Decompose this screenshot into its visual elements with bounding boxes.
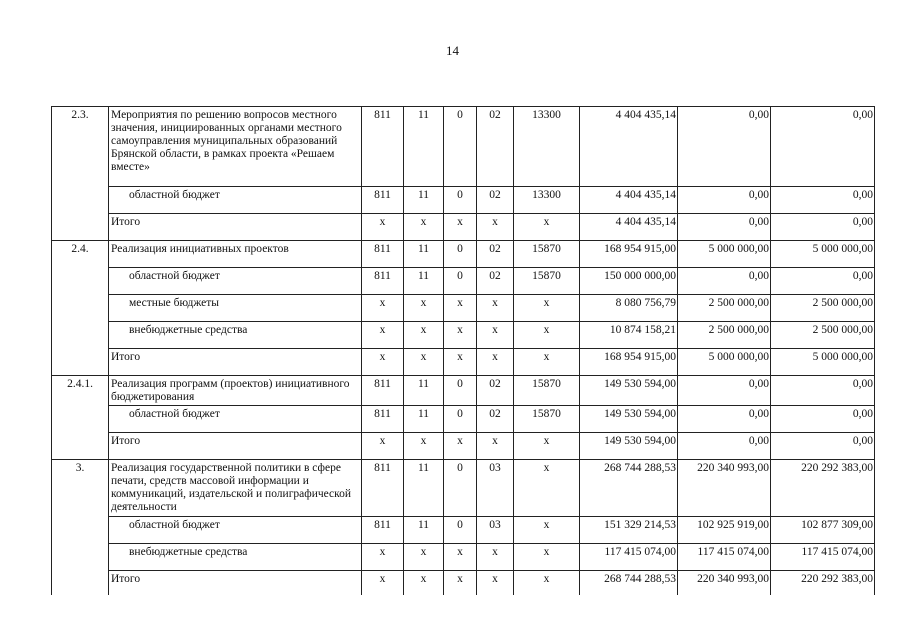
- row-name-cell: областной бюджет: [109, 517, 362, 544]
- code-cell: 0: [444, 107, 477, 187]
- code-cell: x: [477, 322, 514, 349]
- table-row: [52, 322, 875, 349]
- row-number-cell: [52, 295, 109, 322]
- amount-cell: 220 292 383,00: [771, 460, 875, 517]
- row-name-cell: Итого: [109, 433, 362, 460]
- amount-cell: 117 415 074,00: [580, 544, 678, 571]
- code-cell: x: [444, 322, 477, 349]
- amount-cell: 102 925 919,00: [678, 517, 771, 544]
- code-cell: x: [404, 322, 444, 349]
- row-number-cell: 2.3.: [52, 107, 109, 187]
- amount-cell: 168 954 915,00: [580, 241, 678, 268]
- amount-cell: 0,00: [678, 187, 771, 214]
- amount-cell: 220 340 993,00: [678, 571, 771, 595]
- code-cell: 15870: [514, 241, 580, 268]
- code-cell: x: [362, 544, 404, 571]
- code-cell: x: [514, 295, 580, 322]
- code-cell: 02: [477, 268, 514, 295]
- code-cell: 0: [444, 187, 477, 214]
- code-cell: x: [404, 433, 444, 460]
- row-number-cell: [52, 571, 109, 595]
- amount-cell: 5 000 000,00: [771, 241, 875, 268]
- code-cell: 811: [362, 268, 404, 295]
- code-cell: x: [444, 544, 477, 571]
- row-name-cell: местные бюджеты: [109, 295, 362, 322]
- row-name-cell: областной бюджет: [109, 406, 362, 433]
- amount-cell: 220 292 383,00: [771, 571, 875, 595]
- code-cell: 811: [362, 406, 404, 433]
- table-row: [52, 376, 875, 406]
- code-cell: 02: [477, 241, 514, 268]
- amount-cell: 0,00: [771, 187, 875, 214]
- code-cell: x: [477, 214, 514, 241]
- code-cell: 11: [404, 187, 444, 214]
- budget-table: [51, 106, 875, 595]
- row-number-cell: [52, 268, 109, 295]
- row-name-cell: Реализация программ (проектов) инициативного бюджетирования: [109, 376, 362, 406]
- page-number: 14: [446, 43, 459, 58]
- code-cell: 11: [404, 517, 444, 544]
- row-number-cell: [52, 322, 109, 349]
- code-cell: x: [514, 517, 580, 544]
- table-row: [52, 107, 875, 187]
- code-cell: x: [444, 433, 477, 460]
- code-cell: 11: [404, 268, 444, 295]
- code-cell: 03: [477, 460, 514, 517]
- amount-cell: 151 329 214,53: [580, 517, 678, 544]
- code-cell: x: [514, 322, 580, 349]
- code-cell: x: [444, 295, 477, 322]
- row-name-cell: Итого: [109, 349, 362, 376]
- code-cell: 02: [477, 406, 514, 433]
- code-cell: 811: [362, 107, 404, 187]
- amount-cell: 8 080 756,79: [580, 295, 678, 322]
- code-cell: x: [362, 349, 404, 376]
- code-cell: x: [514, 460, 580, 517]
- amount-cell: 0,00: [771, 214, 875, 241]
- code-cell: 811: [362, 187, 404, 214]
- code-cell: x: [477, 433, 514, 460]
- row-name-cell: Итого: [109, 214, 362, 241]
- table-body: [52, 107, 875, 595]
- code-cell: x: [514, 214, 580, 241]
- amount-cell: 149 530 594,00: [580, 433, 678, 460]
- code-cell: x: [362, 571, 404, 595]
- row-number-cell: 2.4.: [52, 241, 109, 268]
- row-name-cell: Мероприятия по решению вопросов местного значения, инициированных органами местного самоуправления муниципальных образований Брянской области, в рамках проекта «Решаем вместе»: [109, 107, 362, 187]
- amount-cell: 5 000 000,00: [771, 349, 875, 376]
- table-row: [52, 433, 875, 460]
- code-cell: 0: [444, 241, 477, 268]
- code-cell: 02: [477, 376, 514, 406]
- amount-cell: 2 500 000,00: [771, 295, 875, 322]
- amount-cell: 150 000 000,00: [580, 268, 678, 295]
- code-cell: x: [444, 214, 477, 241]
- amount-cell: 0,00: [771, 268, 875, 295]
- table-row: [52, 517, 875, 544]
- row-number-cell: 2.4.1.: [52, 376, 109, 406]
- code-cell: 0: [444, 460, 477, 517]
- code-cell: x: [404, 349, 444, 376]
- row-name-cell: внебюджетные средства: [109, 322, 362, 349]
- table-row: [52, 187, 875, 214]
- row-name-cell: областной бюджет: [109, 268, 362, 295]
- amount-cell: 117 415 074,00: [678, 544, 771, 571]
- code-cell: 11: [404, 376, 444, 406]
- code-cell: x: [444, 349, 477, 376]
- amount-cell: 0,00: [678, 107, 771, 187]
- amount-cell: 2 500 000,00: [678, 295, 771, 322]
- code-cell: x: [514, 544, 580, 571]
- amount-cell: 0,00: [678, 268, 771, 295]
- code-cell: 15870: [514, 406, 580, 433]
- code-cell: 811: [362, 241, 404, 268]
- table-row: [52, 214, 875, 241]
- code-cell: x: [477, 349, 514, 376]
- code-cell: 03: [477, 517, 514, 544]
- code-cell: x: [362, 322, 404, 349]
- code-cell: 0: [444, 268, 477, 295]
- code-cell: 15870: [514, 268, 580, 295]
- code-cell: x: [477, 571, 514, 595]
- amount-cell: 4 404 435,14: [580, 187, 678, 214]
- amount-cell: 0,00: [678, 406, 771, 433]
- code-cell: x: [477, 544, 514, 571]
- amount-cell: 0,00: [678, 214, 771, 241]
- code-cell: 13300: [514, 107, 580, 187]
- amount-cell: 4 404 435,14: [580, 107, 678, 187]
- code-cell: x: [514, 433, 580, 460]
- code-cell: 0: [444, 406, 477, 433]
- row-number-cell: [52, 214, 109, 241]
- code-cell: x: [404, 544, 444, 571]
- amount-cell: 102 877 309,00: [771, 517, 875, 544]
- row-number-cell: [52, 349, 109, 376]
- code-cell: 11: [404, 460, 444, 517]
- code-cell: 13300: [514, 187, 580, 214]
- code-cell: 02: [477, 187, 514, 214]
- row-name-cell: Реализация инициативных проектов: [109, 241, 362, 268]
- table-row: [52, 349, 875, 376]
- amount-cell: 0,00: [771, 376, 875, 406]
- code-cell: x: [362, 295, 404, 322]
- code-cell: 0: [444, 517, 477, 544]
- amount-cell: 4 404 435,14: [580, 214, 678, 241]
- code-cell: x: [404, 295, 444, 322]
- amount-cell: 10 874 158,21: [580, 322, 678, 349]
- row-number-cell: 3.: [52, 460, 109, 517]
- row-name-cell: областной бюджет: [109, 187, 362, 214]
- code-cell: 02: [477, 107, 514, 187]
- table-row: [52, 268, 875, 295]
- amount-cell: 149 530 594,00: [580, 376, 678, 406]
- table-row: [52, 571, 875, 595]
- row-number-cell: [52, 517, 109, 544]
- amount-cell: 268 744 288,53: [580, 460, 678, 517]
- code-cell: 11: [404, 107, 444, 187]
- row-name-cell: Итого: [109, 571, 362, 595]
- code-cell: x: [404, 214, 444, 241]
- amount-cell: 149 530 594,00: [580, 406, 678, 433]
- amount-cell: 220 340 993,00: [678, 460, 771, 517]
- amount-cell: 2 500 000,00: [678, 322, 771, 349]
- code-cell: 11: [404, 406, 444, 433]
- row-number-cell: [52, 187, 109, 214]
- table-row: [52, 544, 875, 571]
- amount-cell: 268 744 288,53: [580, 571, 678, 595]
- amount-cell: 2 500 000,00: [771, 322, 875, 349]
- code-cell: 15870: [514, 376, 580, 406]
- code-cell: 811: [362, 460, 404, 517]
- table-row: [52, 460, 875, 517]
- row-name-cell: Реализация государственной политики в сфере печати, средств массовой информации и коммуникаций, издательской и полиграфической деятельности: [109, 460, 362, 517]
- amount-cell: 168 954 915,00: [580, 349, 678, 376]
- code-cell: 811: [362, 376, 404, 406]
- code-cell: x: [404, 571, 444, 595]
- code-cell: x: [514, 571, 580, 595]
- table-row: [52, 241, 875, 268]
- amount-cell: 0,00: [678, 376, 771, 406]
- code-cell: x: [477, 295, 514, 322]
- table-row: [52, 406, 875, 433]
- code-cell: x: [362, 433, 404, 460]
- amount-cell: 117 415 074,00: [771, 544, 875, 571]
- amount-cell: 0,00: [771, 433, 875, 460]
- table-row: [52, 295, 875, 322]
- amount-cell: 0,00: [771, 406, 875, 433]
- code-cell: x: [514, 349, 580, 376]
- row-number-cell: [52, 544, 109, 571]
- amount-cell: 5 000 000,00: [678, 241, 771, 268]
- code-cell: x: [362, 214, 404, 241]
- code-cell: 811: [362, 517, 404, 544]
- amount-cell: 0,00: [678, 433, 771, 460]
- row-name-cell: внебюджетные средства: [109, 544, 362, 571]
- code-cell: 11: [404, 241, 444, 268]
- amount-cell: 0,00: [771, 107, 875, 187]
- row-number-cell: [52, 406, 109, 433]
- code-cell: 0: [444, 376, 477, 406]
- row-number-cell: [52, 433, 109, 460]
- amount-cell: 5 000 000,00: [678, 349, 771, 376]
- code-cell: x: [444, 571, 477, 595]
